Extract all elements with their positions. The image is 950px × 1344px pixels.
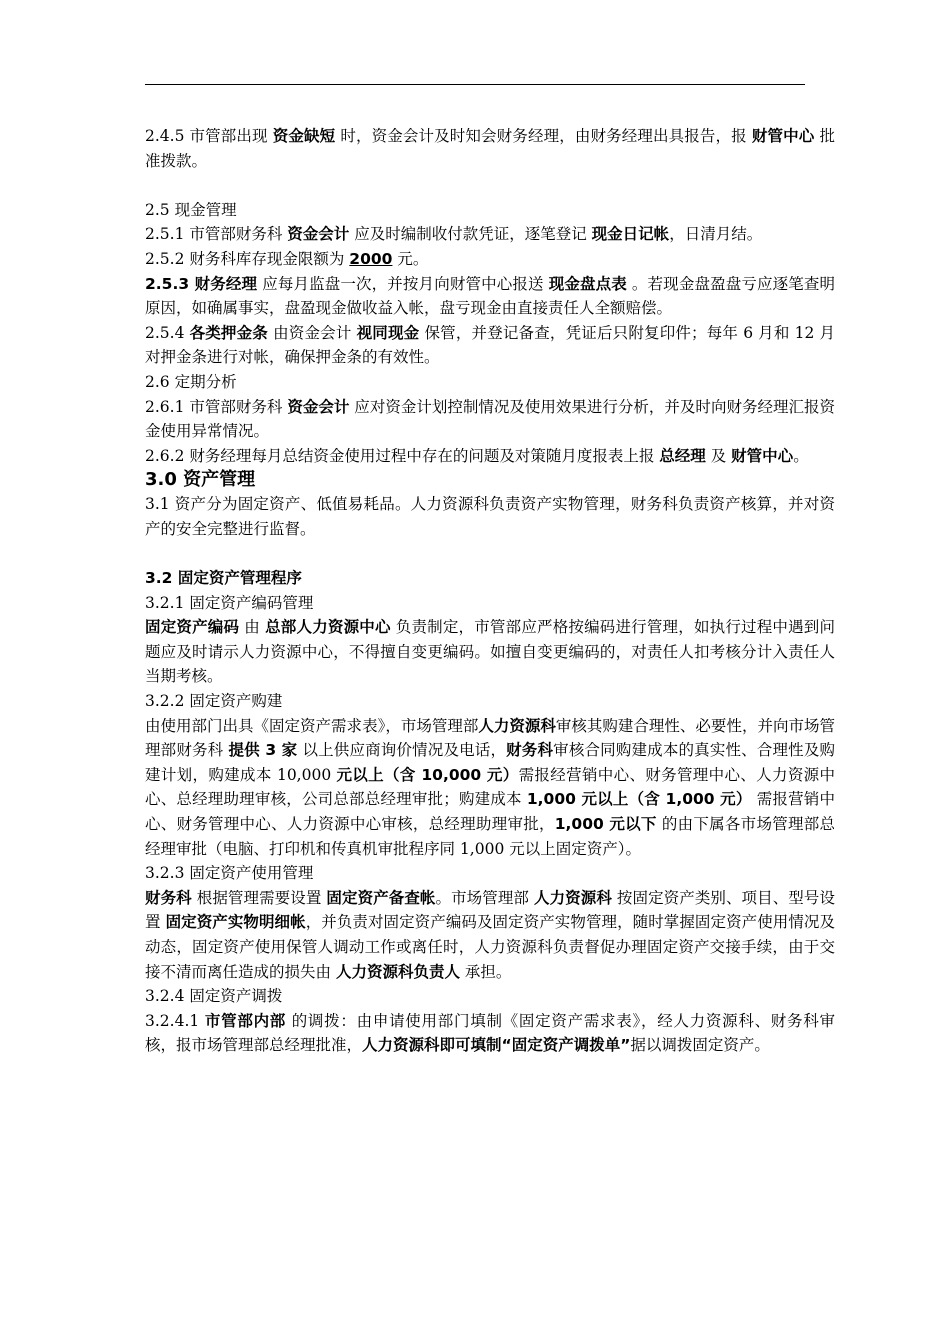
bold-term: 视同现金: [356, 323, 420, 342]
text: 由使用部门出具《固定资产需求表》，市场管理部: [145, 716, 479, 735]
bold-term: 1,000 元以上（含 1,000 元）: [526, 790, 752, 809]
text: 的由下属各市场管理部总经理审批（电脑、打印机和传真机审批程序同 1,000 元以上固定资产）。: [145, 815, 835, 858]
paragraph-2-5-3: [145, 272, 835, 321]
text: 由: [239, 618, 266, 637]
bold-term: 1,000 元以下: [554, 815, 657, 834]
bold-term: 财管中心: [731, 446, 794, 465]
section-3-2-3: 3.2.3 固定资产使用管理: [145, 864, 314, 883]
text: ，日清月结。: [669, 225, 763, 244]
text: 元。: [392, 249, 429, 268]
text: 审核合同购建成本的真实性、合理性及购建计划，购建成本 10,000: [145, 741, 835, 784]
text: 2.5.1 市管部财务科: [145, 225, 288, 244]
paragraph-3-2-2: [145, 714, 835, 862]
text: 时，资金会计及时知会财务经理，由财务经理出具报告，报: [335, 127, 752, 145]
bold-term: 元以上（含 10,000 元）: [336, 765, 519, 784]
text: 2.6.1 市管部财务科: [145, 397, 288, 416]
document-body: [145, 124, 835, 1058]
bold-term: 现金日记帐: [591, 225, 670, 244]
bold-term: 人力资源科即可填制“固定资产调拨单”: [362, 1036, 631, 1055]
text: 审核其购建合理性、必要性，并向市场管理部财务科: [145, 716, 835, 760]
text: 2.5.4: [145, 323, 190, 342]
text: 3.2.4.1: [145, 1011, 205, 1030]
text: 及: [705, 446, 732, 465]
bold-term: 资金缺短: [272, 127, 336, 145]
paragraph-2-6-1: [145, 395, 835, 444]
bold-term: 固定资产实物明细帐: [165, 913, 306, 932]
bold-term: 总部人力资源中心: [265, 618, 391, 637]
paragraph-2-5-4: [145, 321, 835, 370]
header-rule: [145, 84, 805, 85]
bold-term: 固定资产编码: [145, 618, 240, 637]
bold-term: 人力资源科: [534, 888, 612, 907]
paragraph-3-1: 3.1 资产分为固定资产、低值易耗品。人力资源科负责资产实物管理，财务科负责资产核算，并对资产的安全完整进行监督。: [145, 495, 835, 538]
bold-term: 总经理: [659, 446, 706, 465]
bold-term: 现金盘点表: [548, 274, 627, 293]
text: 保管，并登记备查，凭证后只附复印件；每年 6 月和 12 月对押金条进行对帐，确保押金条的有效性。: [145, 323, 835, 367]
paragraph-3-2-3: [145, 886, 835, 984]
paragraph-3-2-4-1: [145, 1009, 835, 1058]
text: 需报经营销中心、财务管理中心、人力资源中心、总经理助理审核，公司总部总经理审批；购建成本: [145, 765, 835, 809]
section-2-6: 2.6 定期分析: [145, 372, 237, 391]
bold-term: 人力资源科负责人: [335, 962, 460, 981]
bold-term: 2.5.3 财务经理: [145, 274, 258, 293]
bold-term: 财务科: [145, 888, 192, 907]
text: 需报营销中心、财务管理中心、人力资源中心审核，总经理助理审批，: [145, 790, 835, 834]
bold-heading: 3.2 固定资产管理程序: [145, 569, 302, 588]
heading-3-0: 3.0 资产管理: [145, 469, 256, 491]
text: 以上供应商询价情况及电话，: [297, 741, 507, 760]
text: 由资金会计: [267, 323, 357, 342]
heading-3-2: [145, 566, 835, 591]
section-2-5: 2.5 现金管理: [145, 200, 237, 219]
paragraph-2-5-1: [145, 222, 835, 247]
paragraph-2-5-2: [145, 247, 835, 272]
text: 。: [793, 446, 809, 465]
paragraph-2-6-2: [145, 444, 835, 469]
text: 负责制定，市管部应严格按编码进行管理，如执行过程中遇到问题应及时请示人力资源中心，不得擅自变更编码。如擅自变更编码的，对责任人扣考核分计入责任人当期考核。: [145, 618, 835, 686]
text: 应及时编制收付款凭证，逐笔登记: [349, 225, 592, 244]
bold-term: 人力资源科: [478, 716, 556, 735]
bold-term: 市管部内部: [204, 1011, 287, 1030]
text: 按固定资产类别、项目、型号设置: [145, 888, 835, 932]
bold-term: 财务科: [506, 741, 554, 760]
cash-limit-value: 2000: [349, 249, 393, 268]
text: 批准拨款。: [145, 127, 835, 170]
bold-term: 资金会计: [287, 225, 350, 244]
paragraph-3-2-1: [145, 615, 835, 689]
text: 2.6.2 财务经理每月总结资金使用过程中存在的问题及对策随月度报表上报: [145, 446, 660, 465]
text: 的调拨：由申请使用部门填制《固定资产需求表》，经人力资源科、财务科审核，报市场管理部总经理批准，: [145, 1011, 835, 1055]
paragraph-2-4-5: [145, 124, 835, 173]
text: 根据管理需要设置: [191, 888, 327, 907]
text: 2.4.5 市管部出现: [145, 127, 273, 145]
bold-term: 各类押金条: [189, 323, 268, 342]
text: 应每月监盘一次，并按月向财管中心报送: [257, 274, 549, 293]
bold-term: 财管中心: [751, 127, 815, 145]
section-3-2-4: 3.2.4 固定资产调拨: [145, 987, 283, 1006]
bold-term: 提供 3 家: [228, 741, 298, 760]
text: 。若现金盘盈盘亏应逐笔查明原因，如确属事实，盘盈现金做收益入帐，盘亏现金由直接责任人全额赔偿。: [145, 274, 835, 318]
text: 2.5.2 财务科库存现金限额为: [145, 249, 350, 268]
text: 承担。: [459, 962, 512, 981]
bold-term: 固定资产备查帐: [326, 888, 436, 907]
section-3-2-2: 3.2.2 固定资产购建: [145, 692, 283, 711]
text: ，并负责对固定资产编码及固定资产实物管理，随时掌握固定资产使用情况及动态，固定资产使用保管人调动工作或离任时，人力资源科负责督促办理固定资产交接手续，由于交接不清而离任造成的损失由: [145, 913, 835, 981]
section-3-2-1: 3.2.1 固定资产编码管理: [145, 593, 314, 612]
text: 。市场管理部: [435, 888, 534, 907]
text: 据以调拨固定资产。: [630, 1036, 770, 1055]
bold-term: 资金会计: [287, 397, 350, 416]
text: 应对资金计划控制情况及使用效果进行分析，并及时向财务经理汇报资金使用异常情况。: [145, 397, 835, 441]
